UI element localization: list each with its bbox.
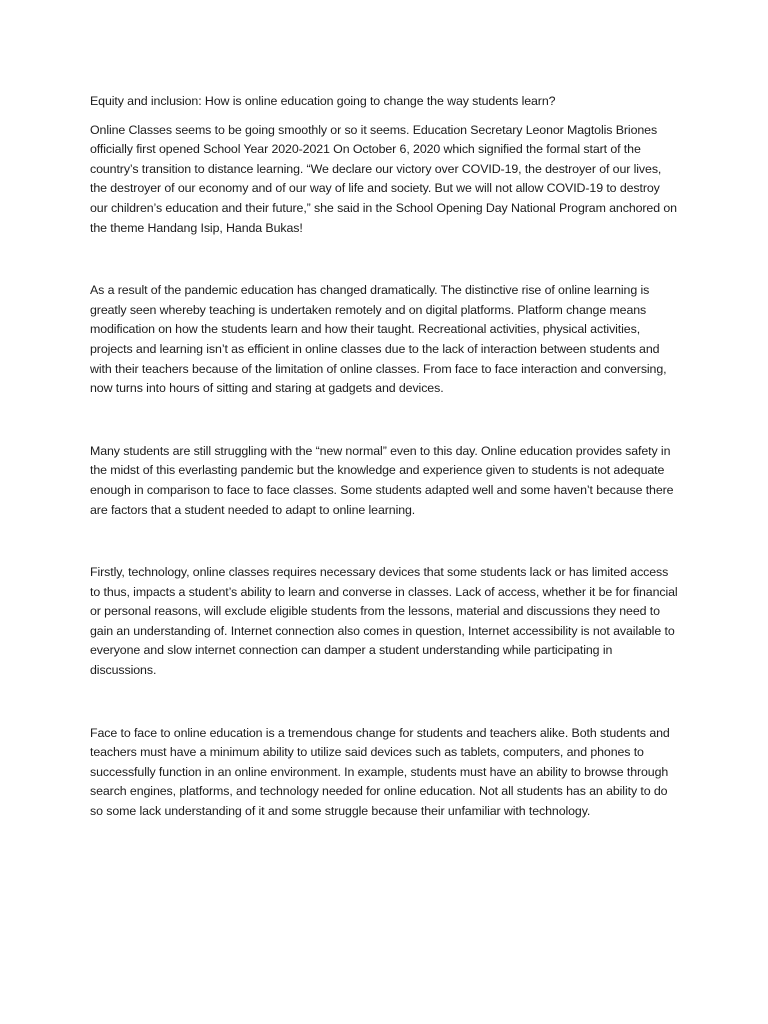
- paragraph-new-normal: Many students are still struggling with the “new normal” even to this day. Online education provides safety in the midst of this everlasting pandemic but the knowledge and experience given to students is not adequate enough in comparison to face to face classes. Some students adapted well and some haven’t because there are factors that a student needed to adapt to online learning.: [90, 443, 674, 517]
- paragraph-technology-access: Firstly, technology, online classes requires necessary devices that some students lack or has limited access to thus, impacts a student’s ability to learn and converse in classes. Lack of access, whether it be for financial or personal reasons, will exclude eligible students from the lessons, material and discussions they need to gain an understanding of. Internet connection also comes in question, Internet accessibility is not available to everyone and slow internet connection can damper a student understanding while participating in discussions.: [90, 565, 678, 678]
- paragraph-face-to-face: Face to face to online education is a tremendous change for students and teachers alike. Both students and teachers must have a minimum ability to utilize said devices such as tablets, computers, and phones to successfully function in an online environment. In example, students must have an ability to browse through search engines, platforms, and technology needed for online education. Not all students has an ability to do so some lack understanding of it and some struggle because their unfamiliar with technology.: [90, 725, 670, 819]
- paragraph-pandemic-change: As a result of the pandemic education has changed dramatically. The distinctive rise of online learning is greatly seen whereby teaching is undertaken remotely and on digital platforms. Platform change means modification on how the students learn and how their taught. Recreational activities, physical activities, projects and learning isn’t as efficient in online classes due to the lack of interaction between students and with their teachers because of the limitation of online classes. From face to face interaction and conversing, now turns into hours of sitting and staring at gadgets and devices.: [90, 283, 667, 396]
- document-title: Equity and inclusion: How is online education going to change the way students learn?: [90, 94, 556, 108]
- document-body: [90, 92, 680, 822]
- paragraph-online-classes: Online Classes seems to be going smoothly or so it seems. Education Secretary Leonor Magtolis Briones officially first opened School Year 2020-2021 On October 6, 2020 which signified the formal start of the country’s transition to distance learning. “We declare our victory over COVID-19, the destroyer of our lives, the destroyer of our economy and of our way of life and society. But we will not allow COVID-19 to destroy our children’s education and their future,” she said in the School Opening Day National Program anchored on the theme Handang Isip, Handa Bukas!: [90, 122, 677, 235]
